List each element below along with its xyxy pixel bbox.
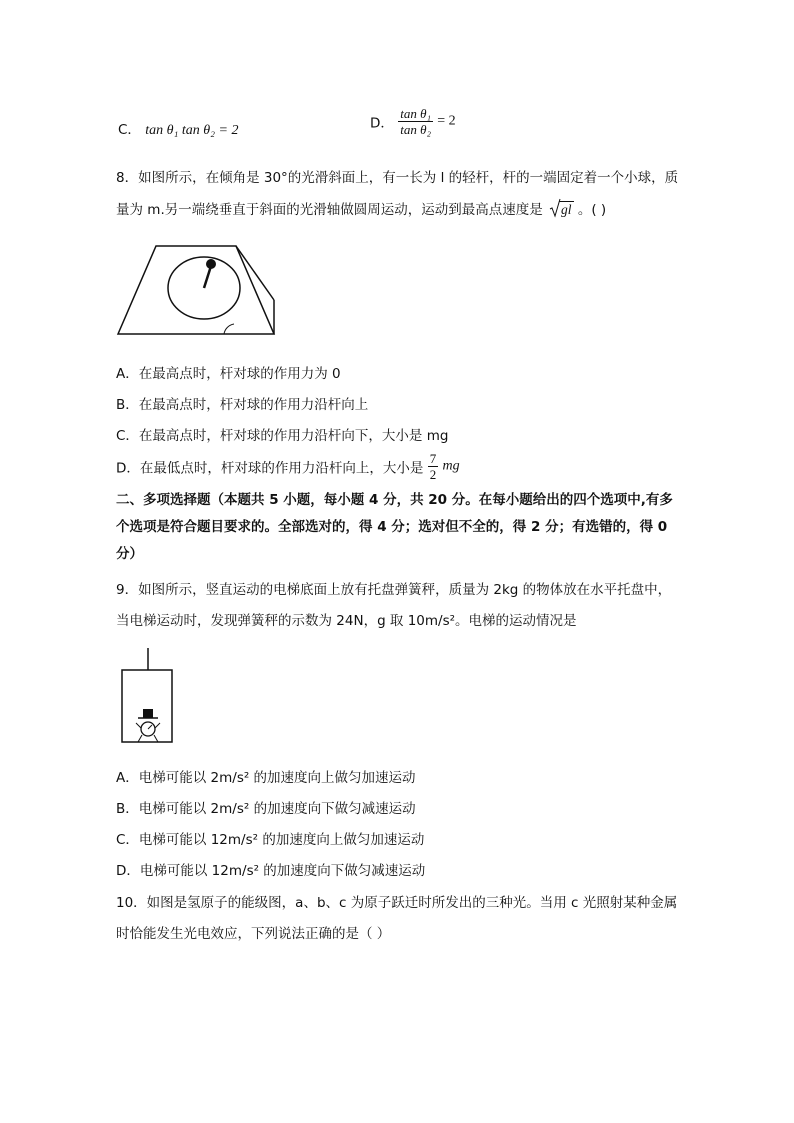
q8-option-d-prefix: D．在最低点时，杆对球的作用力沿杆向上，大小是 xyxy=(116,460,424,477)
q8-option-d-denominator: 2 xyxy=(429,467,437,482)
q9-option-c: C．电梯可能以 12m/s² 的加速度向上做匀加速运动 xyxy=(116,832,425,848)
sqrt-sign-icon xyxy=(549,198,561,218)
q9-stem-line2: 当电梯运动时，发现弹簧秤的示数为 24N，g 取 10m/s²。电梯的运动情况是 xyxy=(116,613,577,629)
section2-heading-line2: 个选项是符合题目要求的。全部选对的，得 4 分；选对但不全的，得 2 分；有选错的，得 0 xyxy=(116,519,668,535)
q7-option-d-label: D． xyxy=(370,115,394,132)
q7-option-c xyxy=(118,118,238,139)
q7-option-d xyxy=(370,106,456,137)
q8-stem-line2b: 。( ) xyxy=(577,202,607,218)
q9-option-a: A．电梯可能以 2m/s² 的加速度向上做匀加速运动 xyxy=(116,770,416,786)
q8-stem-line2 xyxy=(116,200,606,220)
q8-stem-line1: 8．如图所示，在倾角是 30°的光滑斜面上，有一长为 l 的轻杆，杆的一端固定着一个小球，质 xyxy=(116,170,679,186)
q8-incline-figure xyxy=(116,240,286,340)
q8-sqrt-content: gl xyxy=(561,202,572,217)
q7-option-d-equals: = 2 xyxy=(437,113,456,129)
q9-option-d: D．电梯可能以 12m/s² 的加速度向下做匀减速运动 xyxy=(116,863,426,879)
q9-option-b: B．电梯可能以 2m/s² 的加速度向下做匀减速运动 xyxy=(116,801,416,817)
q7-option-d-numerator: tan θ₁ xyxy=(400,106,431,121)
section2-heading-line3: 分） xyxy=(116,546,143,562)
q7-option-d-denominator: tan θ₂ xyxy=(400,122,431,137)
q8-option-d-fraction xyxy=(428,451,439,482)
q8-option-d-suffix: mg xyxy=(442,458,460,474)
q7-option-c-expr: tan θ₁ tan θ₂ = 2 xyxy=(145,123,239,138)
q10-stem-line2: 时恰能发生光电效应，下列说法正确的是（ ） xyxy=(116,926,391,942)
q8-option-c: C．在最高点时，杆对球的作用力沿杆向下，大小是 mg xyxy=(116,428,449,444)
q8-option-a: A．在最高点时，杆对球的作用力为 0 xyxy=(116,366,341,382)
q8-option-d-numerator: 7 xyxy=(429,451,437,466)
q9-elevator-figure xyxy=(118,646,178,746)
q8-stem-line2a: 量为 m.另一端绕垂直于斜面的光滑轴做圆周运动，运动到最高点速度是 xyxy=(116,202,543,218)
q7-option-c-label: C． xyxy=(118,122,141,138)
q9-stem-line1: 9．如图所示，竖直运动的电梯底面上放有托盘弹簧秤，质量为 2kg 的物体放在水平托盘中， xyxy=(116,582,672,598)
q8-sqrt xyxy=(549,200,574,220)
q8-option-b: B．在最高点时，杆对球的作用力沿杆向上 xyxy=(116,397,369,413)
q8-option-d xyxy=(116,451,460,482)
q7-option-d-fraction xyxy=(398,106,433,137)
q10-stem-line1: 10．如图是氢原子的能级图，a、b、c 为原子跃迁时所发出的三种光。当用 c 光照射某种金属 xyxy=(116,895,678,911)
section2-heading-line1: 二、多项选择题（本题共 5 小题，每小题 4 分，共 20 分。在每小题给出的四个选项中,有多 xyxy=(116,492,673,508)
